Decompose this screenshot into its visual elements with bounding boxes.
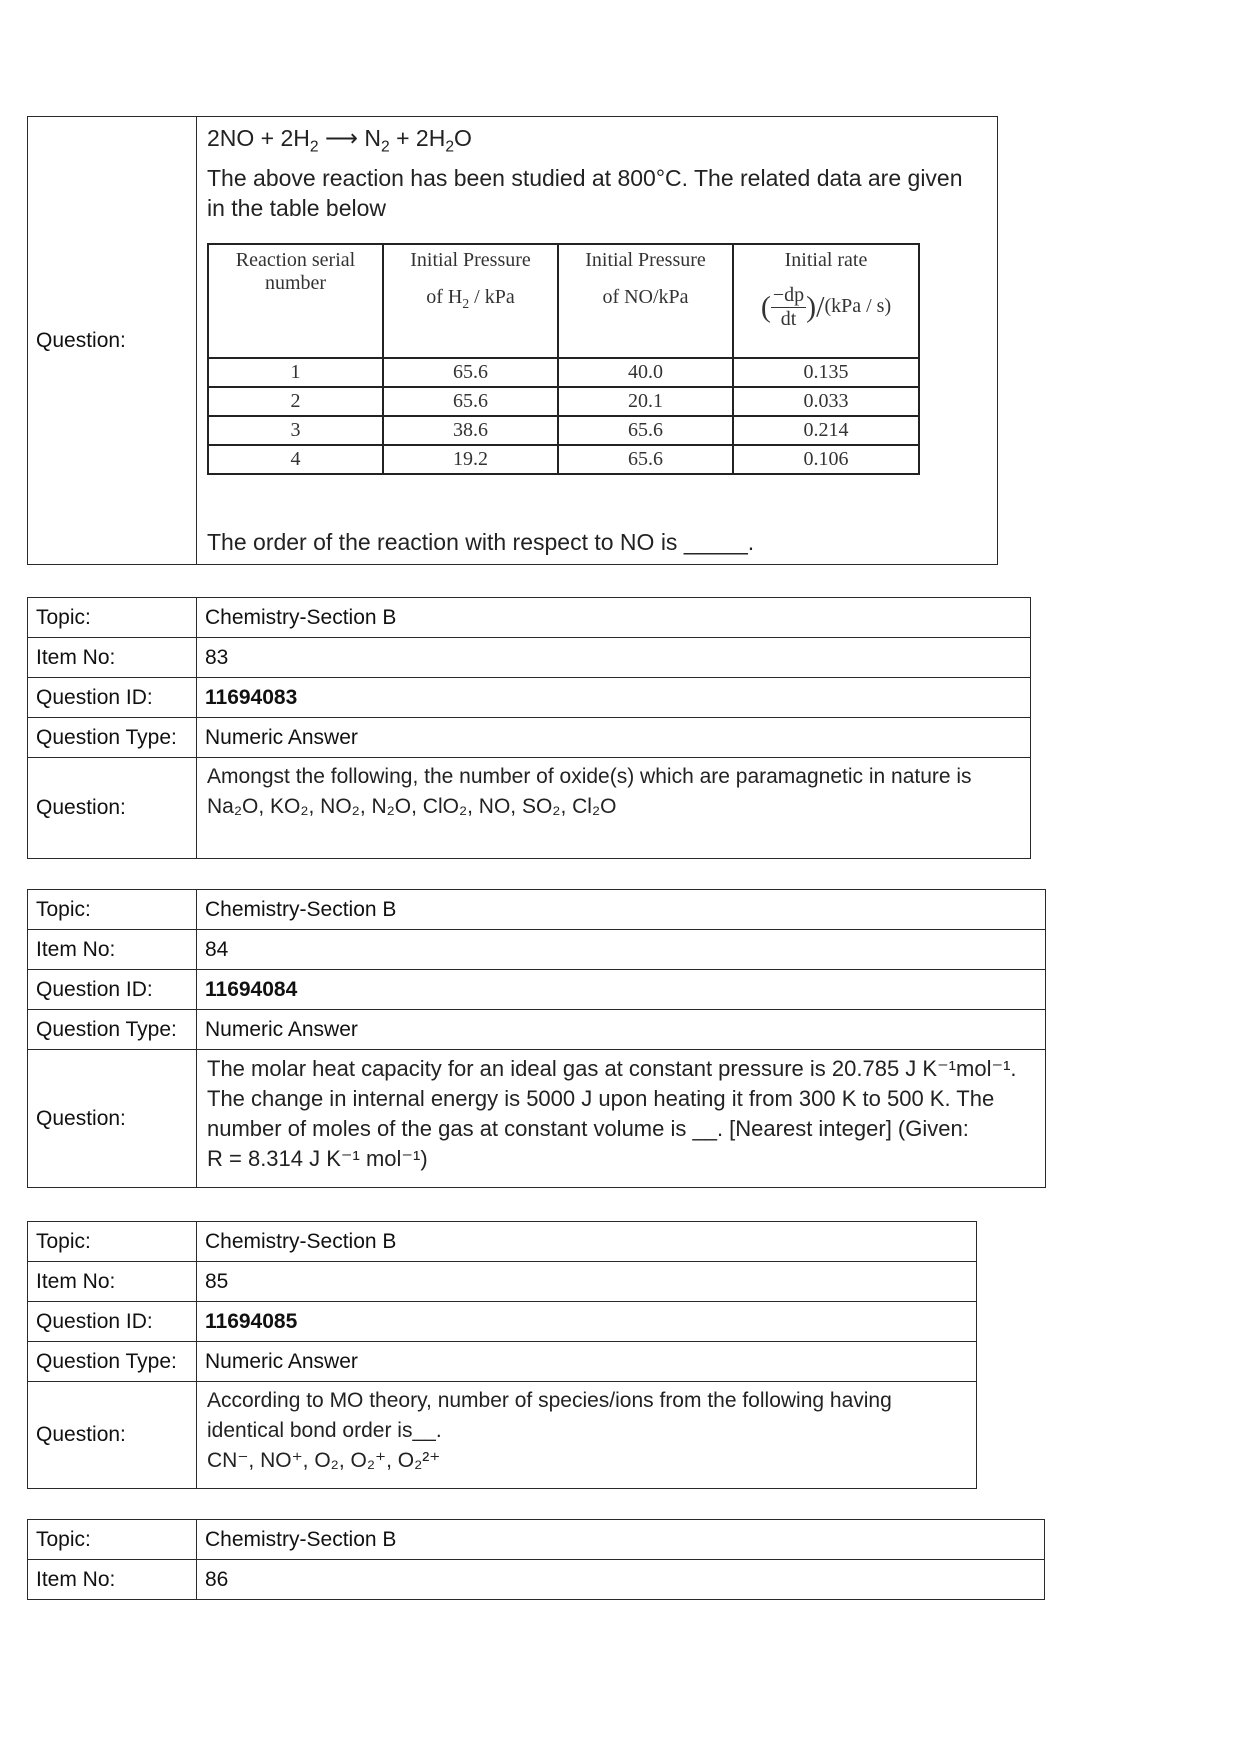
item-no-label: Item No:	[28, 1560, 197, 1600]
question-id-label: Question ID:	[28, 970, 197, 1010]
item-no-value: 85	[197, 1262, 977, 1302]
table-row: 3 38.6 65.6 0.214	[208, 416, 919, 445]
topic-label: Topic:	[28, 1222, 197, 1262]
item-no-value: 83	[197, 638, 1031, 678]
question-86-block	[27, 1519, 1045, 1600]
question-82-content	[197, 117, 998, 565]
question-83-content: Amongst the following, the number of oxide(s) which are paramagnetic in nature is Na₂O, KO₂, NO₂, N₂O, ClO₂, NO, SO₂, Cl₂O	[197, 758, 1031, 859]
question-intro: The above reaction has been studied at 800°C. The related data are given in the table below	[207, 164, 963, 221]
item-no-value: 84	[197, 930, 1046, 970]
topic-value: Chemistry-Section B	[197, 1520, 1045, 1560]
item-no-label: Item No:	[28, 930, 197, 970]
question-82-block	[27, 116, 998, 565]
question-closing: The order of the reaction with respect to NO is _____.	[207, 528, 755, 555]
col-header-no: Initial Pressure of NO/kPa	[558, 244, 733, 358]
question-type-value: Numeric Answer	[197, 1010, 1046, 1050]
question-label: Question:	[28, 758, 197, 859]
item-no-label: Item No:	[28, 1262, 197, 1302]
table-row: 4 19.2 65.6 0.106	[208, 445, 919, 474]
question-type-label: Question Type:	[28, 1010, 197, 1050]
topic-label: Topic:	[28, 890, 197, 930]
oxide-list: Na₂O, KO₂, NO₂, N₂O, ClO₂, NO, SO₂, Cl₂O	[207, 795, 617, 818]
topic-label: Topic:	[28, 598, 197, 638]
question-type-value: Numeric Answer	[197, 718, 1031, 758]
rate-data-table	[207, 243, 920, 475]
question-id-label: Question ID:	[28, 1302, 197, 1342]
question-id-label: Question ID:	[28, 678, 197, 718]
question-84-block	[27, 889, 1046, 1188]
topic-label: Topic:	[28, 1520, 197, 1560]
topic-value: Chemistry-Section B	[197, 598, 1031, 638]
question-id-value: 11694085	[197, 1302, 977, 1342]
table-row: 1 65.6 40.0 0.135	[208, 358, 919, 387]
question-type-label: Question Type:	[28, 718, 197, 758]
question-83-block	[27, 597, 1031, 859]
item-no-value: 86	[197, 1560, 1045, 1600]
col-header-h2: Initial Pressure of $H_2$ / kPa	[383, 244, 558, 358]
question-85-content: According to MO theory, number of species/ions from the following having identical bond order is__. CN⁻, NO⁺, O₂, O₂⁺, O₂²⁺	[197, 1382, 977, 1489]
table-row: 2 65.6 20.1 0.033	[208, 387, 919, 416]
question-id-value: 11694083	[197, 678, 1031, 718]
question-84-content: The molar heat capacity for an ideal gas at constant pressure is 20.785 J K⁻¹mol⁻¹. The change in internal energy is 5000 J upon heating it from 300 K to 500 K. The number of moles of the gas at constant volume is __. [Nearest integer] (Given: R = 8.314 J K⁻¹ mol⁻¹)	[197, 1050, 1046, 1188]
reaction-equation: $2NO + 2H_2$ ⟶ $N_2 + 2H_2O$	[207, 125, 472, 156]
item-no-label: Item No:	[28, 638, 197, 678]
question-id-value: 11694084	[197, 970, 1046, 1010]
question-label: Question:	[28, 1382, 197, 1489]
topic-value: Chemistry-Section B	[197, 890, 1046, 930]
question-85-block	[27, 1221, 977, 1489]
question-label: Question:	[28, 117, 197, 565]
question-type-value: Numeric Answer	[197, 1342, 977, 1382]
col-header-serial: Reaction serial number	[208, 244, 383, 358]
rate-fraction: $\frac{-dp}{dt}$	[772, 283, 805, 330]
topic-value: Chemistry-Section B	[197, 1222, 977, 1262]
species-list: CN⁻, NO⁺, O₂, O₂⁺, O₂²⁺	[207, 1449, 441, 1472]
question-type-label: Question Type:	[28, 1342, 197, 1382]
question-label: Question:	[28, 1050, 197, 1188]
col-header-rate: Initial rate ( $\frac{-dp}{dt}$ )/(kPa / s)	[733, 244, 919, 358]
